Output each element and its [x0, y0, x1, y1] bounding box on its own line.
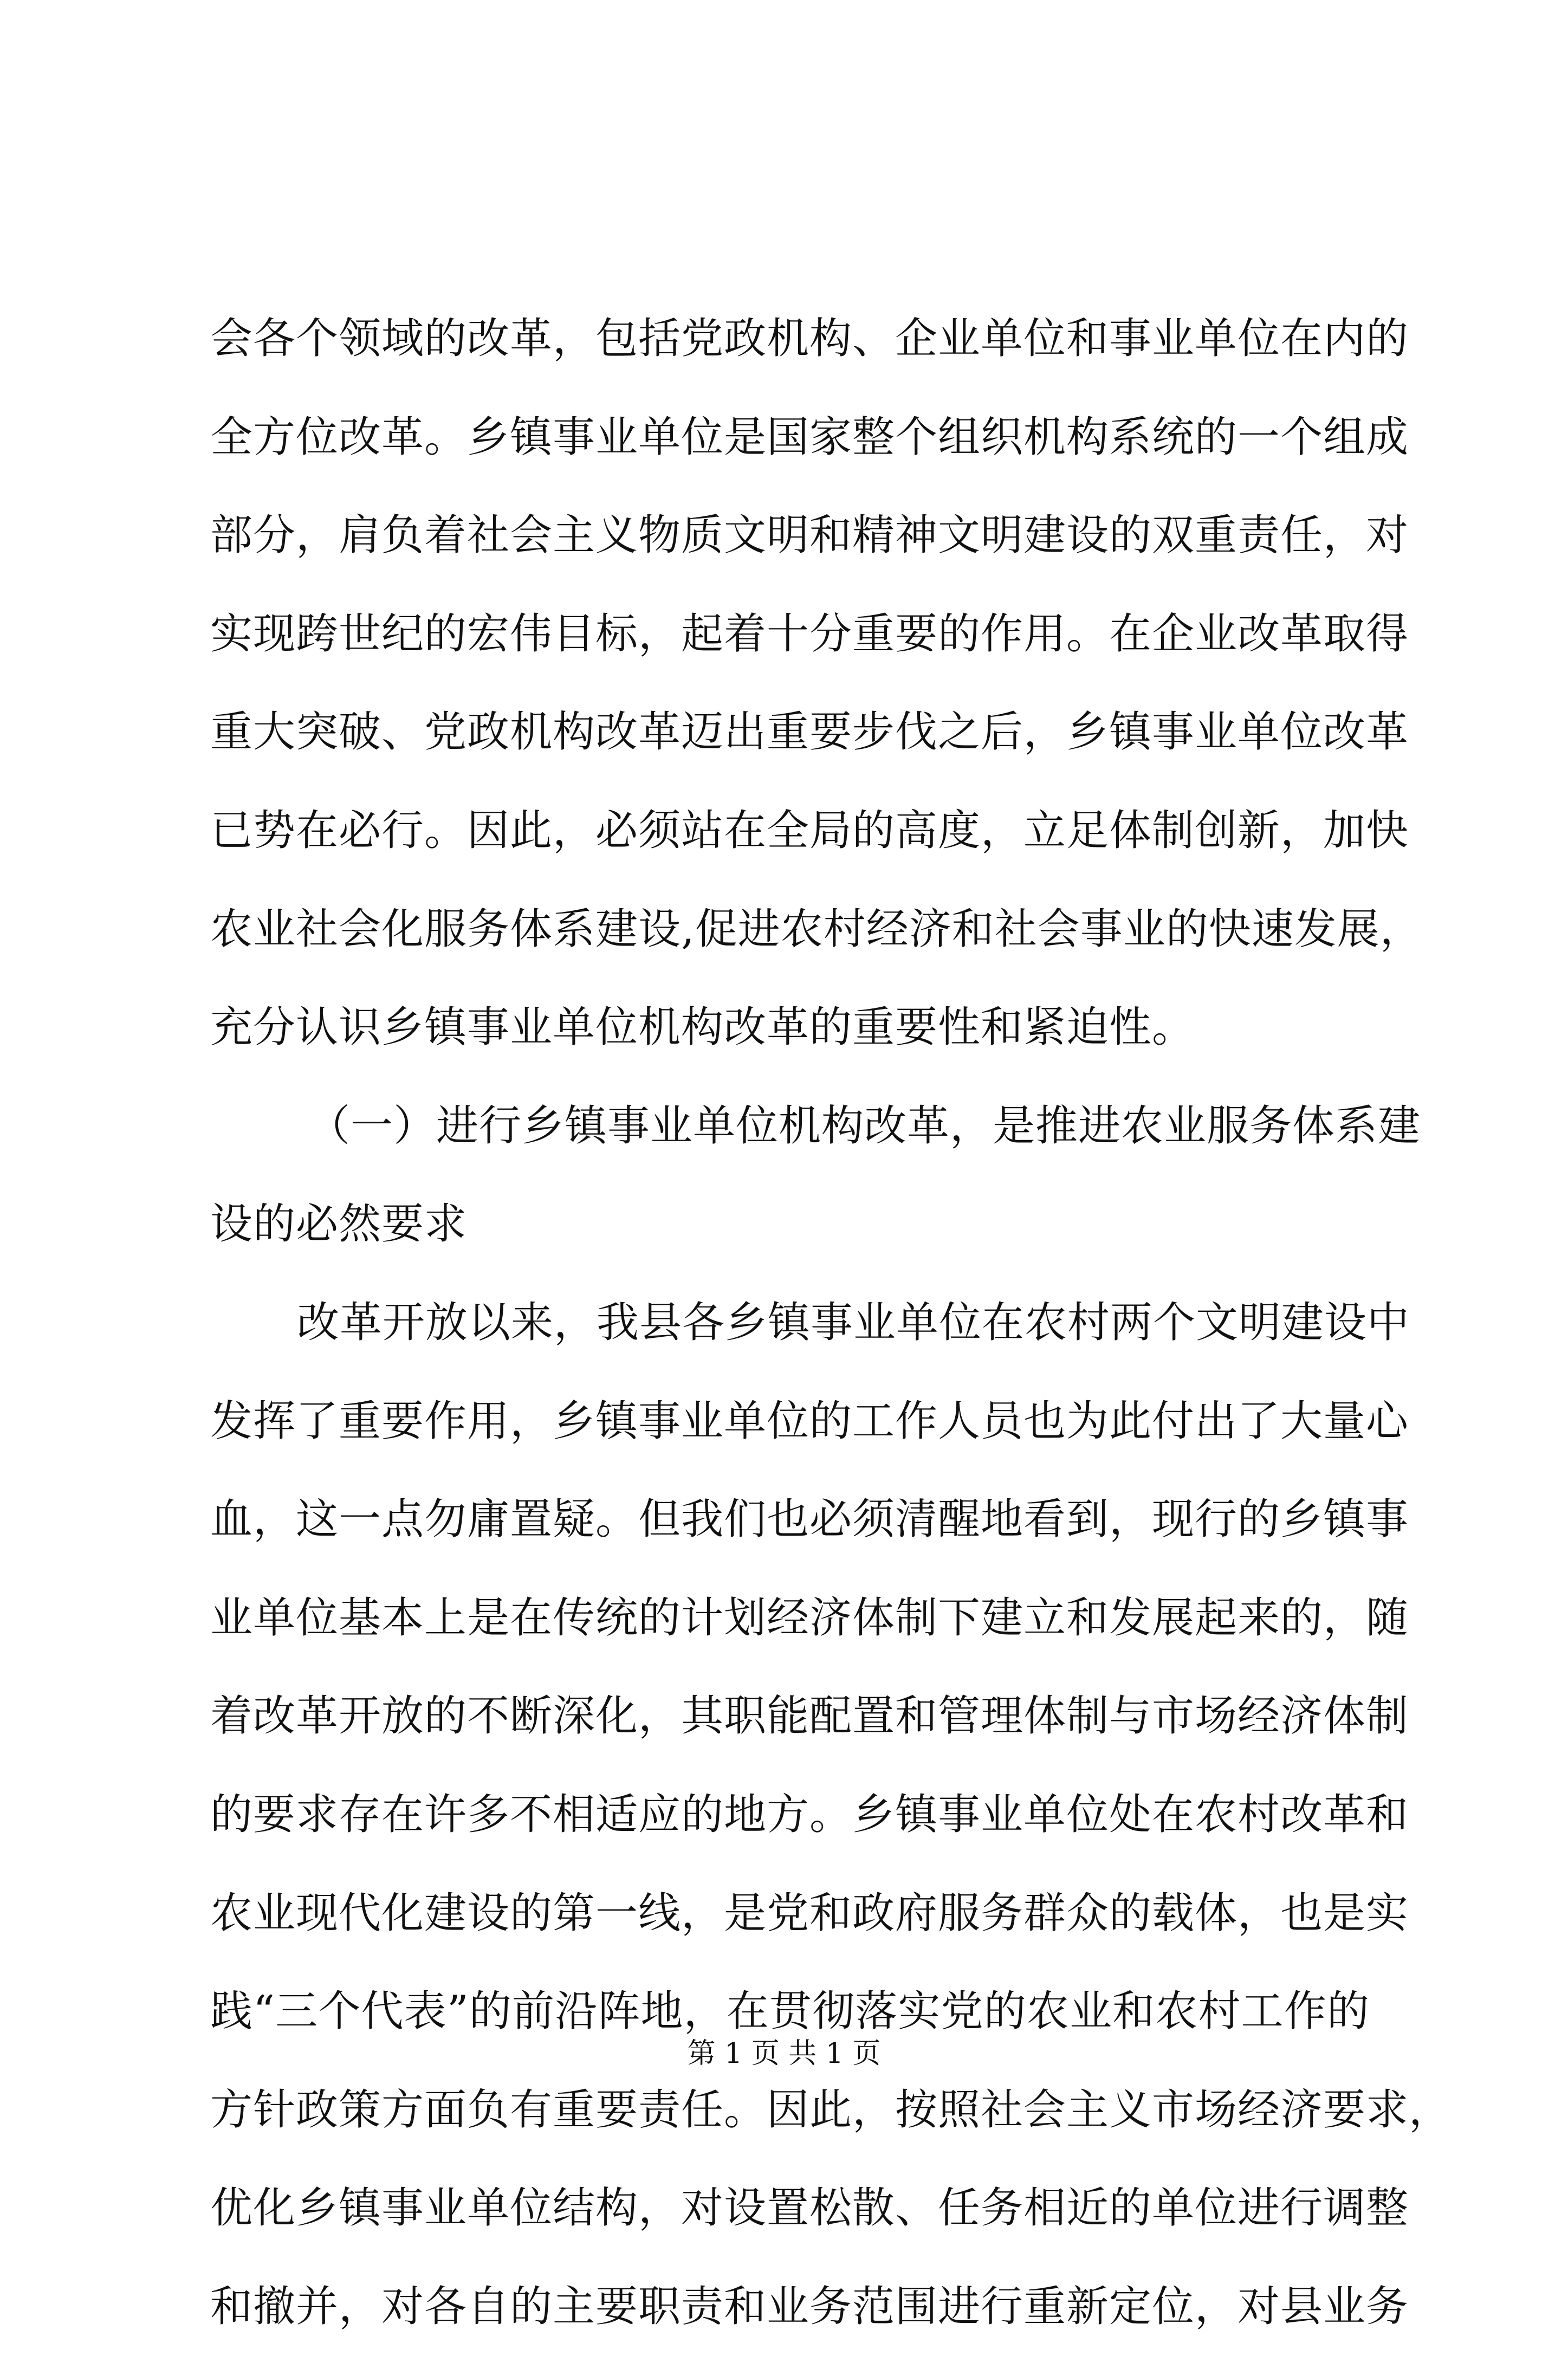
- heading-line: 设的必然要求: [210, 1200, 468, 1249]
- text-line: 全方位改革。乡镇事业单位是国家整个组织机构系统的一个组成: [210, 412, 1409, 462]
- text-line: 业单位基本上是在传统的计划经济体制下建立和发展起来的，随: [210, 1593, 1409, 1642]
- paragraph: [210, 1274, 1452, 2356]
- text-line: 部分，肩负着社会主义物质文明和精神文明建设的双重责任，对: [210, 511, 1409, 560]
- text-line: 的要求存在许多不相适应的地方。乡镇事业单位处在农村改革和: [210, 1790, 1409, 1839]
- text-line: 充分认识乡镇事业单位机构改革的重要性和紧迫性。: [210, 1003, 1195, 1052]
- text-line: 血，这一点勿庸置疑。但我们也必须清醒地看到，现行的乡镇事: [210, 1495, 1409, 1544]
- text-line: 改革开放以来，我县各乡镇事业单位在农村两个文明建设中: [297, 1298, 1410, 1347]
- text-line: 发挥了重要作用，乡镇事业单位的工作人员也为此付出了大量心: [210, 1396, 1409, 1446]
- paragraph: [210, 290, 1423, 1077]
- text-line: 重大突破、党政机构改革迈出重要步伐之后，乡镇事业单位改革: [210, 708, 1409, 757]
- page-footer: 第 1 页 共 1 页: [687, 2037, 881, 2070]
- text-line: 实现跨世纪的宏伟目标，起着十分重要的作用。在企业改革取得: [210, 609, 1409, 658]
- section-heading: [210, 1077, 1421, 1274]
- heading-line: （一）进行乡镇事业单位机构改革，是推进农业服务体系建: [308, 1101, 1421, 1150]
- text-line: 和撤并，对各自的主要职责和业务范围进行重新定位，对县业务: [210, 2282, 1409, 2331]
- text-line: 已势在必行。因此，必须站在全局的高度，立足体制创新，加快: [210, 806, 1409, 855]
- text-line: 会各个领域的改革，包括党政机构、企业单位和事业单位在内的: [210, 314, 1409, 363]
- text-line: 践“三个代表”的前沿阵地，在贯彻落实党的农业和农村工作的: [210, 1987, 1370, 2036]
- text-line: 着改革开放的不断深化，其职能配置和管理体制与市场经济体制: [210, 1692, 1409, 1741]
- text-line: 方针政策方面负有重要责任。因此，按照社会主义市场经济要求，: [210, 2085, 1452, 2134]
- text-line: 农业现代化建设的第一线，是党和政府服务群众的载体，也是实: [210, 1888, 1409, 1938]
- text-line: 农业社会化服务体系建设,促进农村经济和社会事业的快速发展，: [210, 904, 1423, 954]
- text-line: 优化乡镇事业单位结构，对设置松散、任务相近的单位进行调整: [210, 2184, 1409, 2233]
